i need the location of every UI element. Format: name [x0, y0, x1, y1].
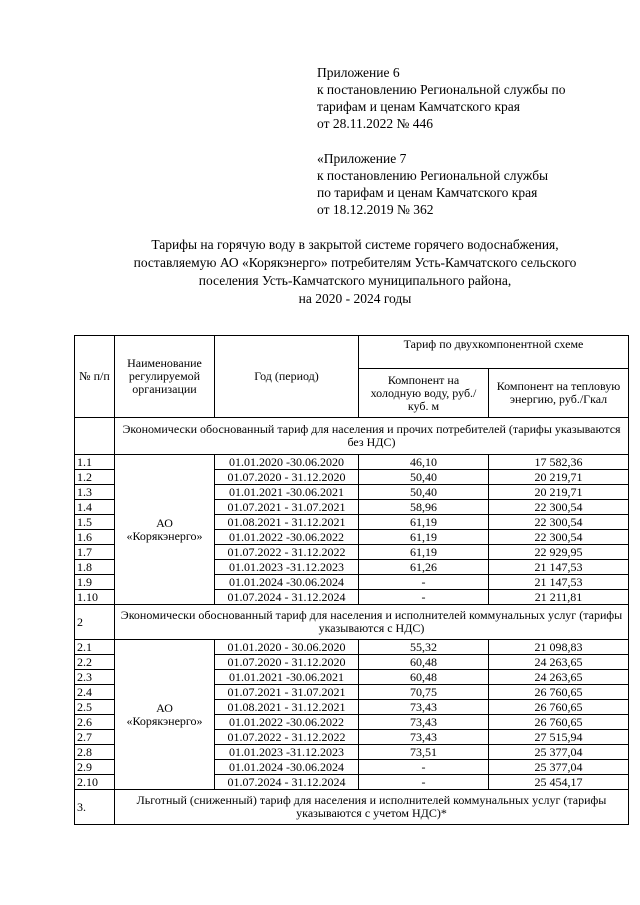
section-1-num [75, 418, 115, 455]
row-cold-component: 50,40 [359, 470, 489, 485]
tariff-table [74, 335, 629, 825]
row-heat-component: 26 760,65 [489, 685, 629, 700]
appendix-7-line-4: от 18.12.2019 № 362 [317, 202, 434, 217]
row-period: 01.01.2024 -30.06.2024 [215, 575, 359, 590]
row-period: 01.01.2020 -30.06.2020 [215, 455, 359, 470]
row-period: 01.07.2020 - 31.12.2020 [215, 470, 359, 485]
row-num: 2.7 [75, 730, 115, 745]
row-cold-component: 61,19 [359, 545, 489, 560]
row-cold-component: - [359, 590, 489, 605]
row-num: 2.3 [75, 670, 115, 685]
table-row [75, 455, 629, 470]
row-cold-component: - [359, 775, 489, 790]
row-cold-component: 55,32 [359, 640, 489, 655]
row-num: 1.4 [75, 500, 115, 515]
row-period: 01.07.2021 - 31.07.2021 [215, 685, 359, 700]
header-period: Год (период) [215, 336, 359, 418]
header-num: № п/п [75, 336, 115, 418]
row-heat-component: 21 147,53 [489, 575, 629, 590]
row-heat-component: 22 300,54 [489, 530, 629, 545]
section-2-num: 2 [75, 605, 115, 640]
row-num: 1.7 [75, 545, 115, 560]
row-num: 2.8 [75, 745, 115, 760]
row-num: 2.10 [75, 775, 115, 790]
row-cold-component: 58,96 [359, 500, 489, 515]
row-period: 01.07.2021 - 31.07.2021 [215, 500, 359, 515]
section-3-num: 3. [75, 790, 115, 825]
row-num: 2.1 [75, 640, 115, 655]
row-period: 01.01.2021 -30.06.2021 [215, 670, 359, 685]
title-line-2: поставляемую АО «Корякэнерго» потребителям Усть-Камчатского сельского [133, 255, 577, 270]
row-period: 01.08.2021 - 31.12.2021 [215, 515, 359, 530]
row-cold-component: 61,19 [359, 515, 489, 530]
row-heat-component: 17 582,36 [489, 455, 629, 470]
section-3-header-row [75, 790, 629, 825]
appendix-6-block [317, 64, 617, 132]
section-1-title: Экономически обоснованный тариф для населения и прочих потребителей (тарифы указываются без НДС) [115, 418, 629, 455]
row-period: 01.07.2024 - 31.12.2024 [215, 590, 359, 605]
row-cold-component: 61,19 [359, 530, 489, 545]
row-num: 2.2 [75, 655, 115, 670]
title-line-3: поселения Усть-Камчатского муниципального района, [198, 273, 512, 288]
row-heat-component: 26 760,65 [489, 715, 629, 730]
row-num: 1.10 [75, 590, 115, 605]
document-title [70, 236, 640, 308]
appendix-6-line-1: Приложение 6 [317, 65, 400, 80]
section-3-title: Льготный (сниженный) тариф для населения и исполнителей коммунальных услуг (тарифы указываются с учетом НДС)* [115, 790, 629, 825]
row-period: 01.08.2021 - 31.12.2021 [215, 700, 359, 715]
row-heat-component: 21 098,83 [489, 640, 629, 655]
row-heat-component: 24 263,65 [489, 670, 629, 685]
header-tariff: Тариф по двухкомпонентной схеме [359, 336, 629, 369]
row-cold-component: 60,48 [359, 670, 489, 685]
appendix-7-line-3: по тарифам и ценам Камчатского края [317, 185, 538, 200]
appendix-6-line-3: тарифам и ценам Камчатского края [317, 99, 520, 114]
row-num: 1.8 [75, 560, 115, 575]
row-num: 2.9 [75, 760, 115, 775]
header-heat: Компонент на тепловую энергию, руб./Гкал [489, 369, 629, 418]
row-period: 01.01.2021 -30.06.2021 [215, 485, 359, 500]
row-num: 1.9 [75, 575, 115, 590]
row-heat-component: 22 929,95 [489, 545, 629, 560]
row-cold-component: 73,43 [359, 730, 489, 745]
title-line-1: Тарифы на горячую воду в закрытой системе горячего водоснабжения, [151, 237, 559, 252]
appendix-6-line-4: от 28.11.2022 № 446 [317, 116, 433, 131]
row-cold-component: - [359, 760, 489, 775]
title-line-4: на 2020 - 2024 годы [298, 291, 412, 306]
header-org: Наименование регулируемой организации [115, 336, 215, 418]
row-cold-component: 46,10 [359, 455, 489, 470]
row-heat-component: 20 219,71 [489, 470, 629, 485]
row-period: 01.07.2022 - 31.12.2022 [215, 545, 359, 560]
table-row [75, 640, 629, 655]
appendix-7-line-2: к постановлению Региональной службы [317, 168, 549, 183]
row-num: 2.4 [75, 685, 115, 700]
row-heat-component: 22 300,54 [489, 515, 629, 530]
section-1-org: АО «Корякэнерго» [115, 455, 215, 605]
row-num: 1.5 [75, 515, 115, 530]
row-num: 2.6 [75, 715, 115, 730]
row-cold-component: 60,48 [359, 655, 489, 670]
row-period: 01.07.2020 - 31.12.2020 [215, 655, 359, 670]
row-heat-component: 26 760,65 [489, 700, 629, 715]
row-num: 1.6 [75, 530, 115, 545]
row-cold-component: 61,26 [359, 560, 489, 575]
row-cold-component: 73,43 [359, 700, 489, 715]
row-cold-component: 70,75 [359, 685, 489, 700]
row-heat-component: 22 300,54 [489, 500, 629, 515]
row-period: 01.07.2024 - 31.12.2024 [215, 775, 359, 790]
row-cold-component: 73,43 [359, 715, 489, 730]
row-period: 01.01.2022 -30.06.2022 [215, 530, 359, 545]
row-heat-component: 21 147,53 [489, 560, 629, 575]
row-heat-component: 25 454,17 [489, 775, 629, 790]
section-2-title: Экономически обоснованный тариф для населения и исполнителей коммунальных услуг (тарифы указываются с НДС) [115, 605, 629, 640]
row-period: 01.01.2020 - 30.06.2020 [215, 640, 359, 655]
appendix-6-line-2: к постановлению Региональной службы по [317, 82, 566, 97]
row-num: 1.3 [75, 485, 115, 500]
row-period: 01.01.2022 -30.06.2022 [215, 715, 359, 730]
row-heat-component: 25 377,04 [489, 760, 629, 775]
row-heat-component: 25 377,04 [489, 745, 629, 760]
row-cold-component: - [359, 575, 489, 590]
row-num: 1.1 [75, 455, 115, 470]
row-num: 1.2 [75, 470, 115, 485]
row-heat-component: 27 515,94 [489, 730, 629, 745]
row-num: 2.5 [75, 700, 115, 715]
row-period: 01.01.2023 -31.12.2023 [215, 745, 359, 760]
section-2-org: АО «Корякэнерго» [115, 640, 215, 790]
section-2-header-row [75, 605, 629, 640]
row-heat-component: 21 211,81 [489, 590, 629, 605]
row-period: 01.01.2023 -31.12.2023 [215, 560, 359, 575]
row-cold-component: 50,40 [359, 485, 489, 500]
appendix-7-block [317, 150, 617, 218]
row-period: 01.07.2022 - 31.12.2022 [215, 730, 359, 745]
row-period: 01.01.2024 -30.06.2024 [215, 760, 359, 775]
row-heat-component: 20 219,71 [489, 485, 629, 500]
row-cold-component: 73,51 [359, 745, 489, 760]
header-cold: Компонент на холодную воду, руб./куб. м [359, 369, 489, 418]
row-heat-component: 24 263,65 [489, 655, 629, 670]
appendix-7-line-1: «Приложение 7 [317, 151, 407, 166]
